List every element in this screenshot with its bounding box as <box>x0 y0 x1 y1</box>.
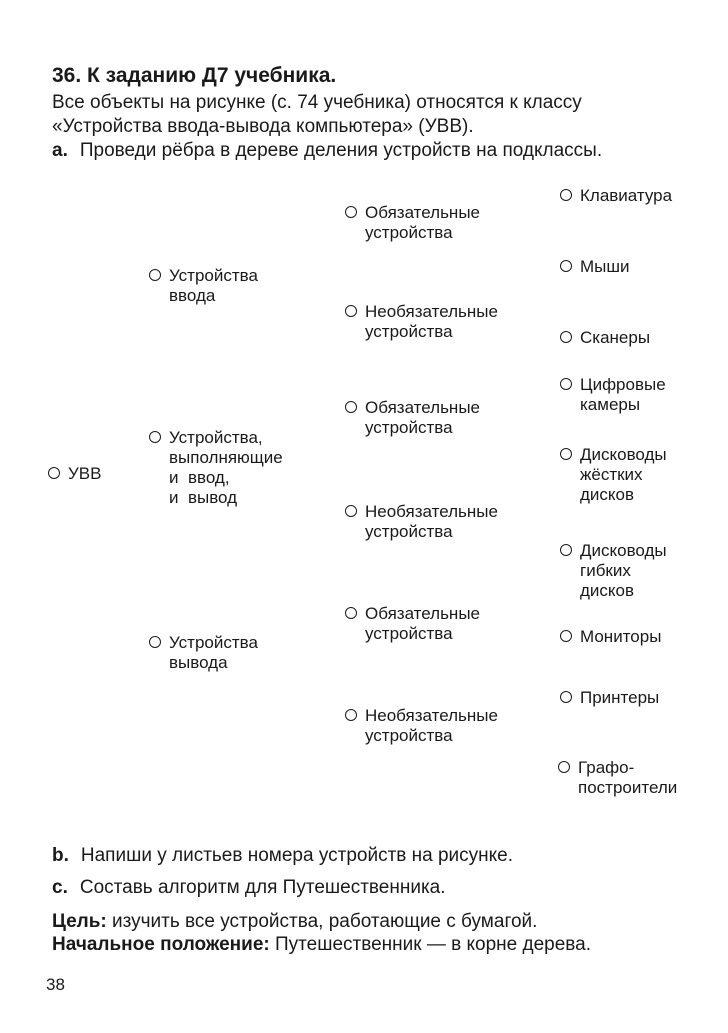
intro-line-2: «Устройства ввода-вывода компьютера» (УВВ). <box>52 116 474 137</box>
task-b-marker: b. <box>52 845 69 866</box>
level2-label: Обязательные устройства <box>365 203 480 242</box>
leaf-label: Дисководы гибких дисков <box>580 541 667 600</box>
page-number: 38 <box>46 975 65 994</box>
level1-label: Устройства, выполняющие и ввод, и вывод <box>169 428 283 507</box>
node-circle-icon[interactable] <box>149 636 161 648</box>
level2-label: Необязательные устройства <box>365 302 498 341</box>
leaf-label: Графо- построители <box>578 758 678 797</box>
start-line <box>52 934 591 956</box>
start-label: Начальное положение: <box>52 934 270 955</box>
goal-text: изучить все устройства, работающие с бумагой. <box>106 911 538 932</box>
task-a-marker: a. <box>52 140 68 161</box>
goal-label: Цель: <box>52 911 107 932</box>
leaf-label: Сканеры <box>580 328 651 347</box>
task-c-marker: c. <box>52 877 68 898</box>
node-circle-icon[interactable] <box>345 505 357 517</box>
task-a <box>52 140 602 162</box>
level1-label: Устройства ввода <box>169 266 258 305</box>
node-circle-icon[interactable] <box>560 378 572 390</box>
node-circle-icon[interactable] <box>345 401 357 413</box>
node-circle-icon[interactable] <box>345 607 357 619</box>
leaf-label: Мониторы <box>580 627 662 646</box>
level1-label: Устройства вывода <box>169 633 258 672</box>
task-a-text: Проведи рёбра в дереве деления устройств на подклассы. <box>79 140 603 161</box>
node-circle-icon[interactable] <box>560 260 572 272</box>
node-circle-icon[interactable] <box>345 709 357 721</box>
task-b <box>52 845 513 867</box>
node-circle-icon[interactable] <box>560 448 572 460</box>
task-c-text: Составь алгоритм для Путешественника. <box>79 877 446 898</box>
task-c <box>52 877 446 899</box>
node-circle-icon[interactable] <box>560 331 572 343</box>
start-text: Путешественник — в корне дерева. <box>269 934 592 955</box>
goal-line <box>52 911 537 933</box>
leaf-label: Принтеры <box>580 688 660 707</box>
leaf-label: Дисководы жёстких дисков <box>580 445 667 504</box>
level2-label: Необязательные устройства <box>365 502 498 541</box>
task-b-text: Напиши у листьев номера устройств на рисунке. <box>80 845 514 866</box>
node-circle-icon[interactable] <box>149 269 161 281</box>
node-circle-icon[interactable] <box>149 431 161 443</box>
node-circle-icon[interactable] <box>560 691 572 703</box>
node-circle-icon[interactable] <box>345 206 357 218</box>
leaf-label: Мыши <box>580 257 630 276</box>
tree-root-label: УВВ <box>68 464 102 483</box>
leaf-label: Клавиатура <box>580 186 673 205</box>
level2-label: Необязательные устройства <box>365 706 498 745</box>
level2-label: Обязательные устройства <box>365 398 480 437</box>
node-circle-icon[interactable] <box>558 761 570 773</box>
node-circle-icon[interactable] <box>48 467 60 479</box>
node-circle-icon[interactable] <box>345 305 357 317</box>
intro-line-1: Все объекты на рисунке (с. 74 учебника) относятся к классу <box>52 92 582 113</box>
leaf-label: Цифровые камеры <box>580 375 666 414</box>
node-circle-icon[interactable] <box>560 189 572 201</box>
exercise-title: 36. К заданию Д7 учебника. <box>52 64 337 87</box>
node-circle-icon[interactable] <box>560 544 572 556</box>
level2-label: Обязательные устройства <box>365 604 480 643</box>
node-circle-icon[interactable] <box>560 630 572 642</box>
